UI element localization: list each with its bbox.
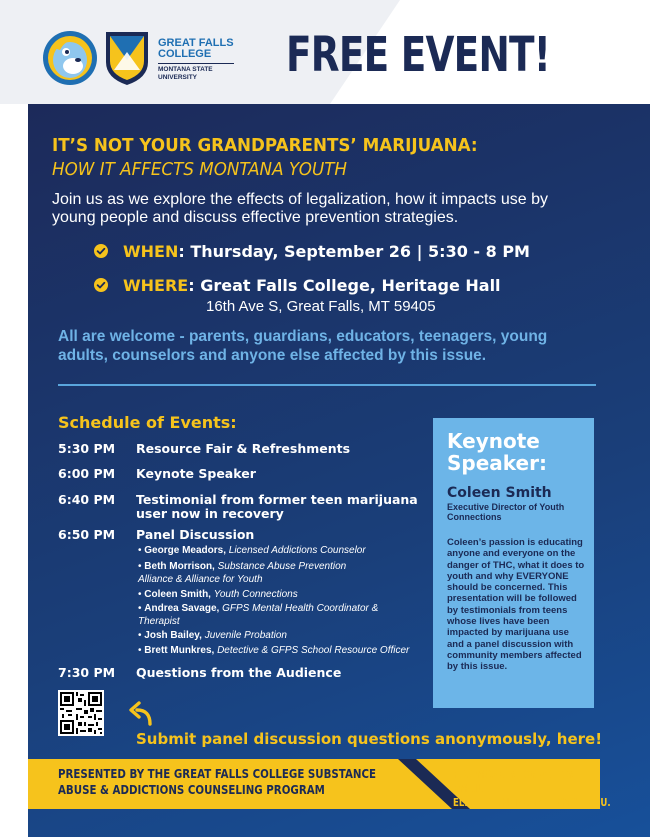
- college-name: GREAT FALLS COLLEGE: [158, 37, 234, 60]
- panelist: • George Meadors, Licensed Addictions Counselor: [138, 545, 366, 556]
- panelist-role: Substance Abuse Prevention Alliance & Alliance for Youth: [138, 561, 347, 585]
- panelist: • Coleen Smith, Youth Connections: [138, 589, 298, 600]
- welcome-text: All are welcome - parents, guardians, educators, teenagers, young adults, counselors and anyone else affected by this issue.: [58, 328, 548, 364]
- section-divider: [58, 384, 596, 386]
- headline: FREE EVENT!: [286, 27, 551, 83]
- qr-code[interactable]: [58, 690, 104, 736]
- curved-arrow-icon: [128, 700, 156, 728]
- panelist: • Josh Bailey, Juvenile Probation: [138, 630, 287, 641]
- panelist-role: Youth Connections: [213, 589, 298, 600]
- schedule-time: 5:30 PM: [58, 441, 116, 456]
- check-circle-icon: [94, 244, 108, 258]
- panelist-name: Josh Bailey,: [144, 630, 202, 641]
- keynote-body: Coleen’s passion is educating anyone and everyone on the danger of THC, what it does to youth and why EVERYONE should be concerned. This presentation will be followed by testimonials from teens whose lives have been impacted by marijuana use and a panel discussion with community members affected by this issue.: [447, 537, 585, 673]
- college-subtitle: MONTANA STATE UNIVERSITY: [158, 66, 213, 81]
- schedule-event: Questions from the Audience: [136, 665, 342, 680]
- schedule-time: 7:30 PM: [58, 665, 116, 680]
- submit-questions-text: Submit panel discussion questions anonymously, here!: [136, 730, 603, 748]
- where-value: : Great Falls College, Heritage Hall: [188, 276, 501, 295]
- footer-contact: FOR MORE INFORMATION, EMAIL ELFRIEDE.NEBER@GFCMSU.EDU.: [453, 769, 611, 809]
- panelist-name: Andrea Savage,: [144, 603, 220, 614]
- intro-text: Join us as we explore the effects of legalization, how it impacts use by young people and discuss effective prevention strategies.: [52, 191, 548, 226]
- panelist-role: Licensed Addictions Counselor: [228, 545, 366, 556]
- mascot-logo-icon: [42, 30, 98, 86]
- keynote-role: Executive Director of Youth Connections: [447, 502, 565, 522]
- event-subtitle: HOW IT AFFECTS MONTANA YOUTH: [52, 159, 348, 180]
- schedule-event: Testimonial from former teen marijuana user now in recovery: [136, 492, 418, 521]
- wordmark-divider: [158, 63, 234, 64]
- keynote-name: Coleen Smith: [447, 485, 552, 501]
- college-shield-icon: [104, 30, 150, 86]
- panelist-name: Coleen Smith,: [144, 589, 211, 600]
- footer-presenter: PRESENTED BY THE GREAT FALLS COLLEGE SUBSTANCE ABUSE & ADDICTIONS COUNSELING PROGRAM: [58, 766, 377, 797]
- panelist-role: GFPS Mental Health Coordinator & Therapist: [138, 603, 379, 627]
- schedule-event: Panel Discussion: [136, 527, 255, 542]
- panelist: • Brett Munkres, Detective & GFPS School Resource Officer: [138, 645, 410, 656]
- where-label: WHERE: [123, 276, 189, 295]
- check-circle-icon: [94, 278, 108, 292]
- panelist-name: Beth Morrison,: [144, 561, 215, 572]
- schedule-time: 6:00 PM: [58, 466, 116, 481]
- college-wordmark: [158, 38, 248, 82]
- schedule-event: Resource Fair & Refreshments: [136, 441, 351, 456]
- when-value: : Thursday, September 26 | 5:30 - 8 PM: [178, 242, 530, 261]
- schedule-title: Schedule of Events:: [58, 413, 237, 432]
- panelist: • Andrea Savage, GFPS Mental Health Coordinator & Therapist: [138, 603, 379, 627]
- panelist-role: Juvenile Probation: [204, 630, 287, 641]
- when-row: [94, 242, 530, 262]
- panelist-name: George Meadors,: [144, 545, 226, 556]
- header: [0, 0, 650, 104]
- where-row: [94, 276, 501, 296]
- keynote-title: Keynote Speaker:: [447, 429, 547, 475]
- panelist-name: Brett Munkres,: [144, 645, 215, 656]
- schedule-time: 6:40 PM: [58, 492, 116, 507]
- panelist-role: Detective & GFPS School Resource Officer: [217, 645, 410, 656]
- panelist: • Beth Morrison, Substance Abuse Prevention Alliance & Alliance for Youth: [138, 561, 347, 585]
- when-label: WHEN: [123, 242, 179, 261]
- event-title: IT’S NOT YOUR GRANDPARENTS’ MARIJUANA:: [52, 135, 478, 156]
- schedule-event: Keynote Speaker: [136, 466, 256, 481]
- schedule-time: 6:50 PM: [58, 527, 116, 542]
- address: 16th Ave S, Great Falls, MT 59405: [206, 298, 436, 315]
